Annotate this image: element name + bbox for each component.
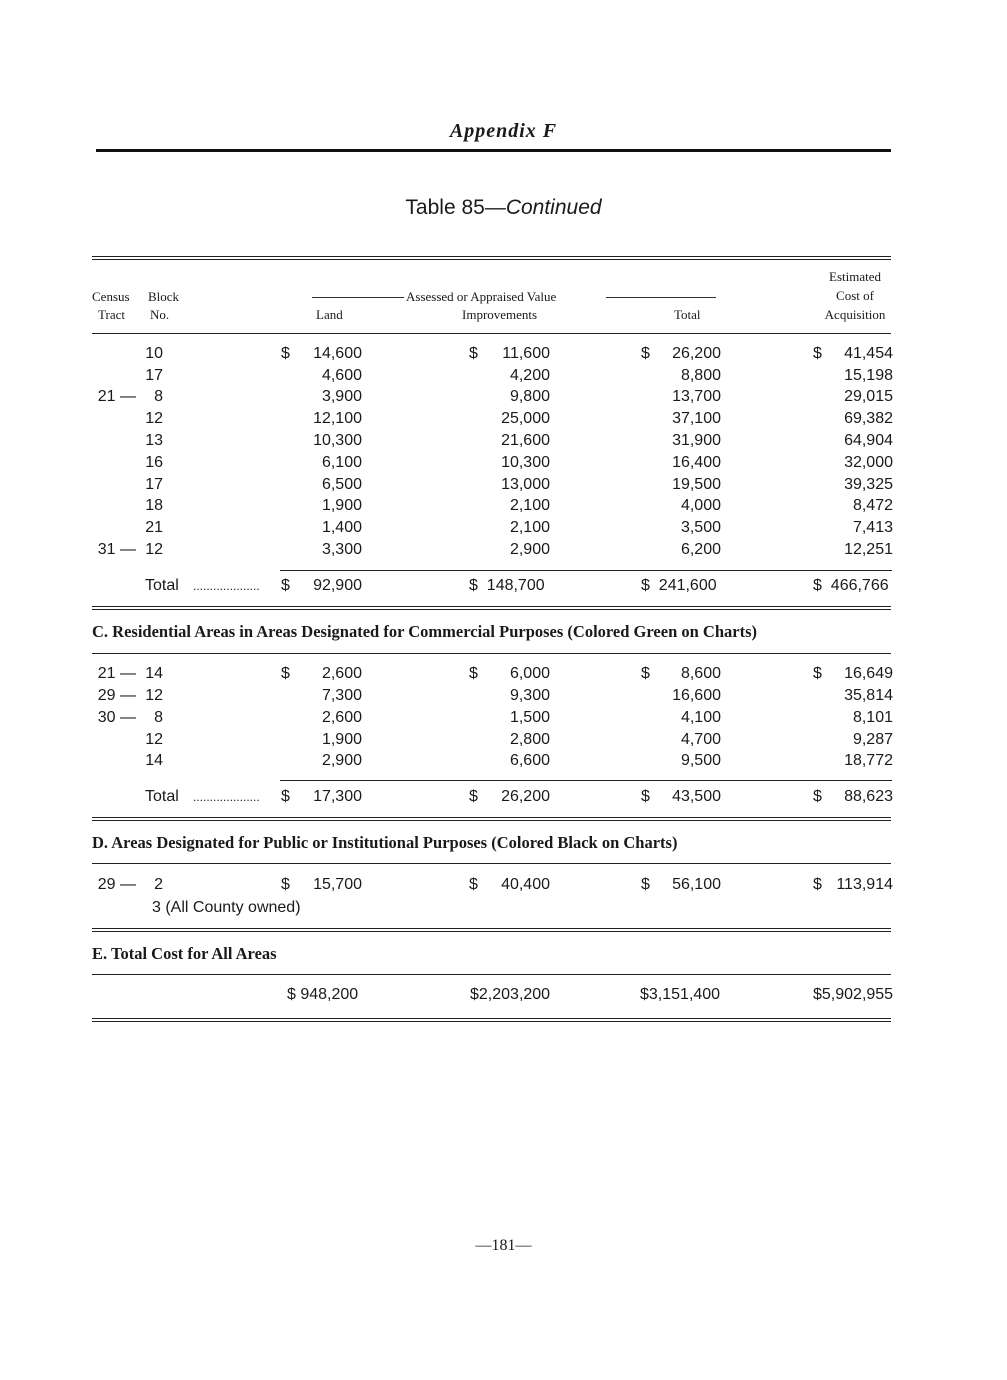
- tract-cell: 21 —: [97, 665, 136, 682]
- total-imp: 26,200: [501, 788, 550, 805]
- cost-dollar: $: [813, 345, 822, 362]
- cost-cell: 8,101: [852, 709, 893, 726]
- block-cell: 14: [145, 752, 163, 769]
- total-tot-dollar: $: [641, 788, 650, 805]
- land-cell: 4,600: [321, 367, 362, 384]
- total-cost-dollar: $: [813, 788, 822, 805]
- col-cost-2: Cost of: [836, 288, 874, 303]
- block-cell: 18: [145, 497, 163, 514]
- imp-cell: 2,900: [509, 541, 550, 558]
- imp-dollar: $: [469, 876, 478, 893]
- land-cell: 3,900: [321, 388, 362, 405]
- section-c-top-rule: [92, 606, 891, 610]
- block-cell: 13: [145, 432, 163, 449]
- value-group-line-right: [606, 297, 716, 298]
- cost-cell: 16,649: [844, 665, 893, 682]
- section-d-heading: D. Areas Designated for Public or Institutional Purposes (Colored Black on Charts): [92, 833, 678, 852]
- total-imp: $ 148,700: [469, 577, 545, 594]
- imp-cell: 21,600: [501, 432, 550, 449]
- block-cell: 17: [145, 476, 163, 493]
- cost-cell: 64,904: [844, 432, 893, 449]
- col-census-2: Tract: [98, 307, 125, 322]
- running-head-rule: [96, 149, 891, 152]
- land-cell: 6,500: [321, 476, 362, 493]
- land-cell: 12,100: [313, 410, 362, 427]
- land-cell: 14,600: [313, 345, 362, 362]
- cost-cell: 39,325: [844, 476, 893, 493]
- total-cost: 88,623: [844, 788, 893, 805]
- land-cell: 7,300: [321, 687, 362, 704]
- col-cost-1: Estimated: [829, 269, 881, 284]
- tot-cell: 56,100: [672, 876, 721, 893]
- col-value-group: Assessed or Appraised Value: [406, 289, 557, 304]
- tot-cell: 16,600: [672, 687, 721, 704]
- cost-cell: 32,000: [844, 454, 893, 471]
- land-cell: 3,300: [321, 541, 362, 558]
- total-cost: $ 466,766: [813, 577, 889, 594]
- col-census-1: Census: [92, 289, 130, 304]
- page-number: —181—: [475, 1237, 532, 1254]
- total-dots: ....................: [193, 790, 260, 804]
- col-total: Total: [674, 307, 701, 322]
- block-cell: 17: [145, 367, 163, 384]
- imp-cell: 4,200: [509, 367, 550, 384]
- section-c-heading-rule: [92, 653, 891, 654]
- tot-dollar: $: [641, 665, 650, 682]
- cost-cell: 8,472: [852, 497, 893, 514]
- total-label: Total: [145, 577, 179, 594]
- total-imp-dollar: $: [469, 788, 478, 805]
- section-e-heading: E. Total Cost for All Areas: [92, 944, 277, 963]
- cost-dollar: $: [813, 665, 822, 682]
- total-tot: 43,500: [672, 788, 721, 805]
- tot-cell: 4,700: [680, 731, 721, 748]
- cost-cell: 9,287: [852, 731, 893, 748]
- tot-cell: 4,100: [680, 709, 721, 726]
- cost-cell: 7,413: [852, 519, 893, 536]
- imp-cell: 9,800: [509, 388, 550, 405]
- table-title-continued: Continued: [505, 196, 602, 219]
- imp-cell: 11,600: [502, 345, 550, 362]
- col-improvements: Improvements: [462, 307, 538, 322]
- block-cell: 12: [145, 731, 163, 748]
- total-dots: ....................: [193, 579, 260, 593]
- imp-dollar: $: [469, 665, 478, 682]
- section-d-heading-rule: [92, 863, 891, 864]
- running-head: Appendix F: [449, 120, 558, 142]
- tot-cell: 19,500: [672, 476, 721, 493]
- tot-cell: 37,100: [672, 410, 721, 427]
- imp-cell: 2,100: [509, 519, 550, 536]
- imp-cell: 13,000: [501, 476, 550, 493]
- grand-total-total: $3,151,400: [640, 986, 721, 1003]
- imp-cell: 10,300: [501, 454, 550, 471]
- cost-dollar: $: [813, 876, 822, 893]
- total-land-dollar: $: [281, 577, 290, 594]
- tot-dollar: $: [641, 876, 650, 893]
- imp-cell: 25,000: [501, 410, 550, 427]
- total-land: 17,300: [313, 788, 362, 805]
- imp-cell: 2,100: [509, 497, 550, 514]
- tot-cell: 6,200: [680, 541, 721, 558]
- land-cell: 10,300: [313, 432, 362, 449]
- tot-cell: 16,400: [672, 454, 721, 471]
- block-cell: 16: [145, 454, 163, 471]
- block-cell: 10: [145, 345, 163, 362]
- col-cost-3: Acquisition: [824, 307, 886, 322]
- grand-total-land: $ 948,200: [287, 986, 359, 1003]
- cost-cell: 15,198: [844, 367, 893, 384]
- imp-cell: 40,400: [501, 876, 550, 893]
- tract-cell: 31 —: [97, 541, 136, 558]
- block-cell: 2: [154, 876, 163, 893]
- section-d-top-rule: [92, 817, 891, 821]
- land-cell: 1,900: [321, 497, 362, 514]
- cost-cell: 18,772: [844, 752, 893, 769]
- tot-dollar: $: [641, 345, 650, 362]
- total-land: 92,900: [313, 577, 362, 594]
- tot-cell: 9,500: [680, 752, 721, 769]
- land-cell: 1,900: [321, 731, 362, 748]
- section-c-total-rule: [280, 780, 892, 781]
- block-cell: 14: [145, 665, 163, 682]
- land-cell: 2,600: [321, 709, 362, 726]
- land-cell: 2,600: [321, 665, 362, 682]
- tot-cell: 4,000: [680, 497, 721, 514]
- col-block-1: Block: [148, 289, 180, 304]
- land-cell: 15,700: [313, 876, 362, 893]
- grand-total-cost: $5,902,955: [813, 986, 894, 1003]
- cost-cell: 113,914: [836, 876, 893, 893]
- header-bottom-rule: [92, 333, 891, 334]
- cost-cell: 29,015: [844, 388, 893, 405]
- section-e-top-rule: [92, 928, 891, 932]
- col-land: Land: [316, 307, 343, 322]
- table-title: [0, 196, 1007, 220]
- block-cell: 21: [145, 519, 163, 536]
- tot-cell: 8,600: [680, 665, 721, 682]
- tot-cell: 3,500: [680, 519, 721, 536]
- section-e-heading-rule: [92, 974, 891, 975]
- tot-cell: 26,200: [672, 345, 721, 362]
- imp-cell: 2,800: [509, 731, 550, 748]
- cost-cell: 69,382: [844, 410, 893, 427]
- imp-dollar: $: [469, 345, 478, 362]
- tot-cell: 13,700: [672, 388, 721, 405]
- tract-cell: 30 —: [97, 709, 136, 726]
- section-b-total-rule: [280, 570, 892, 571]
- grand-total-improvements: $2,203,200: [470, 986, 551, 1003]
- block-cell: 12: [145, 687, 163, 704]
- tract-cell: 29 —: [97, 876, 136, 893]
- cost-cell: 41,454: [844, 345, 893, 362]
- total-tot: $ 241,600: [641, 577, 717, 594]
- cost-cell: 35,814: [844, 687, 893, 704]
- imp-cell: 6,600: [509, 752, 550, 769]
- county-owned-note: 3 (All County owned): [152, 899, 301, 916]
- col-block-2: No.: [150, 307, 170, 322]
- block-cell: 8: [154, 388, 163, 405]
- tot-cell: 8,800: [680, 367, 721, 384]
- block-cell: 12: [145, 541, 163, 558]
- header-top-rule: [92, 256, 891, 260]
- imp-cell: 1,500: [509, 709, 550, 726]
- land-dollar: $: [281, 665, 290, 682]
- land-dollar: $: [281, 876, 290, 893]
- imp-cell: 9,300: [509, 687, 550, 704]
- imp-cell: 6,000: [509, 665, 550, 682]
- cost-cell: 12,251: [844, 541, 893, 558]
- block-cell: 8: [154, 709, 163, 726]
- block-cell: 12: [145, 410, 163, 427]
- total-land-dollar: $: [281, 788, 290, 805]
- value-group-line-left: [312, 297, 404, 298]
- tot-cell: 31,900: [672, 432, 721, 449]
- land-cell: 1,400: [321, 519, 362, 536]
- table-bottom-rule: [92, 1018, 891, 1022]
- land-dollar: $: [281, 345, 290, 362]
- tract-cell: 29 —: [97, 687, 136, 704]
- total-label: Total: [145, 788, 179, 805]
- land-cell: 2,900: [321, 752, 362, 769]
- tract-cell: 21 —: [97, 388, 136, 405]
- land-cell: 6,100: [321, 454, 362, 471]
- section-c-heading: C. Residential Areas in Areas Designated for Commercial Purposes (Colored Green on Charts): [92, 622, 757, 641]
- table-title-number: Table 85—: [405, 196, 506, 219]
